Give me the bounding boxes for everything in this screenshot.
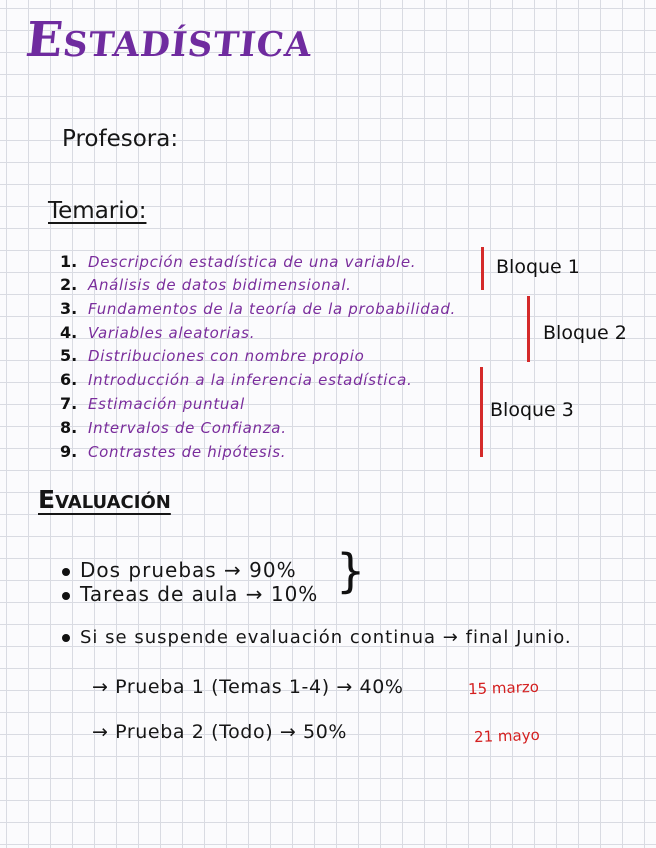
item-number: 6. [60,370,78,389]
bullet-tareas [62,582,318,606]
brace-mark: } [336,544,366,598]
temario-item [60,370,412,393]
pruebas-text: Dos pruebas → 90% [80,558,297,582]
bullet-dot [62,592,70,600]
temario-item [60,275,352,298]
temario-item [60,442,286,465]
tareas-text: Tareas de aula → 10% [80,582,319,606]
item-number: 1. [60,252,78,271]
bullet-dot [62,634,70,642]
item-number: 5. [60,346,78,365]
profesora-label: Profesora: [62,126,179,152]
item-number: 9. [60,442,78,461]
bullet-dot [62,568,70,576]
temario-heading: Temario: [48,198,147,224]
bloque-2-divider [527,296,530,362]
item-text: Intervalos de Confianza. [88,419,287,437]
bloque-1-label: Bloque 1 [496,256,580,278]
temario-item [60,394,245,417]
item-number: 4. [60,323,78,342]
item-text: Descripción estadística de una variable. [88,253,417,271]
prueba-2-date: 21 mayo [473,725,541,747]
evaluacion-heading: Evaluación [38,485,171,514]
item-number: 3. [60,299,78,318]
bullet-dos-pruebas [62,558,297,582]
temario-item [60,252,416,275]
temario-item [60,418,287,441]
item-number: 8. [60,418,78,437]
temario-item [60,346,365,369]
item-number: 2. [60,275,78,294]
item-text: Variables aleatorias. [88,324,256,342]
bloque-1-divider [481,247,484,290]
bloque-2-label: Bloque 2 [543,322,627,344]
item-text: Introducción a la inferencia estadística. [88,371,413,389]
bloque-3-label: Bloque 3 [490,399,574,421]
prueba-1-line: → Prueba 1 (Temas 1-4) → 40% [92,676,404,698]
item-text: Contrastes de hipótesis. [88,443,287,461]
prueba-1-date: 15 marzo [467,677,540,699]
item-text: Análisis de datos bidimensional. [88,276,352,294]
temario-item [60,323,255,346]
item-number: 7. [60,394,78,413]
temario-item [60,299,456,322]
bullet-suspende [62,627,572,648]
item-text: Fundamentos de la teoría de la probabilidad. [88,300,457,318]
item-text: Distribuciones con nombre propio [88,347,365,365]
suspende-text: Si se suspende evaluación continua → final Junio. [80,627,572,648]
page-title: Estadística [23,12,316,68]
item-text: Estimación puntual [88,395,245,413]
bloque-3-divider [480,367,483,457]
prueba-2-line: → Prueba 2 (Todo) → 50% [92,721,348,743]
